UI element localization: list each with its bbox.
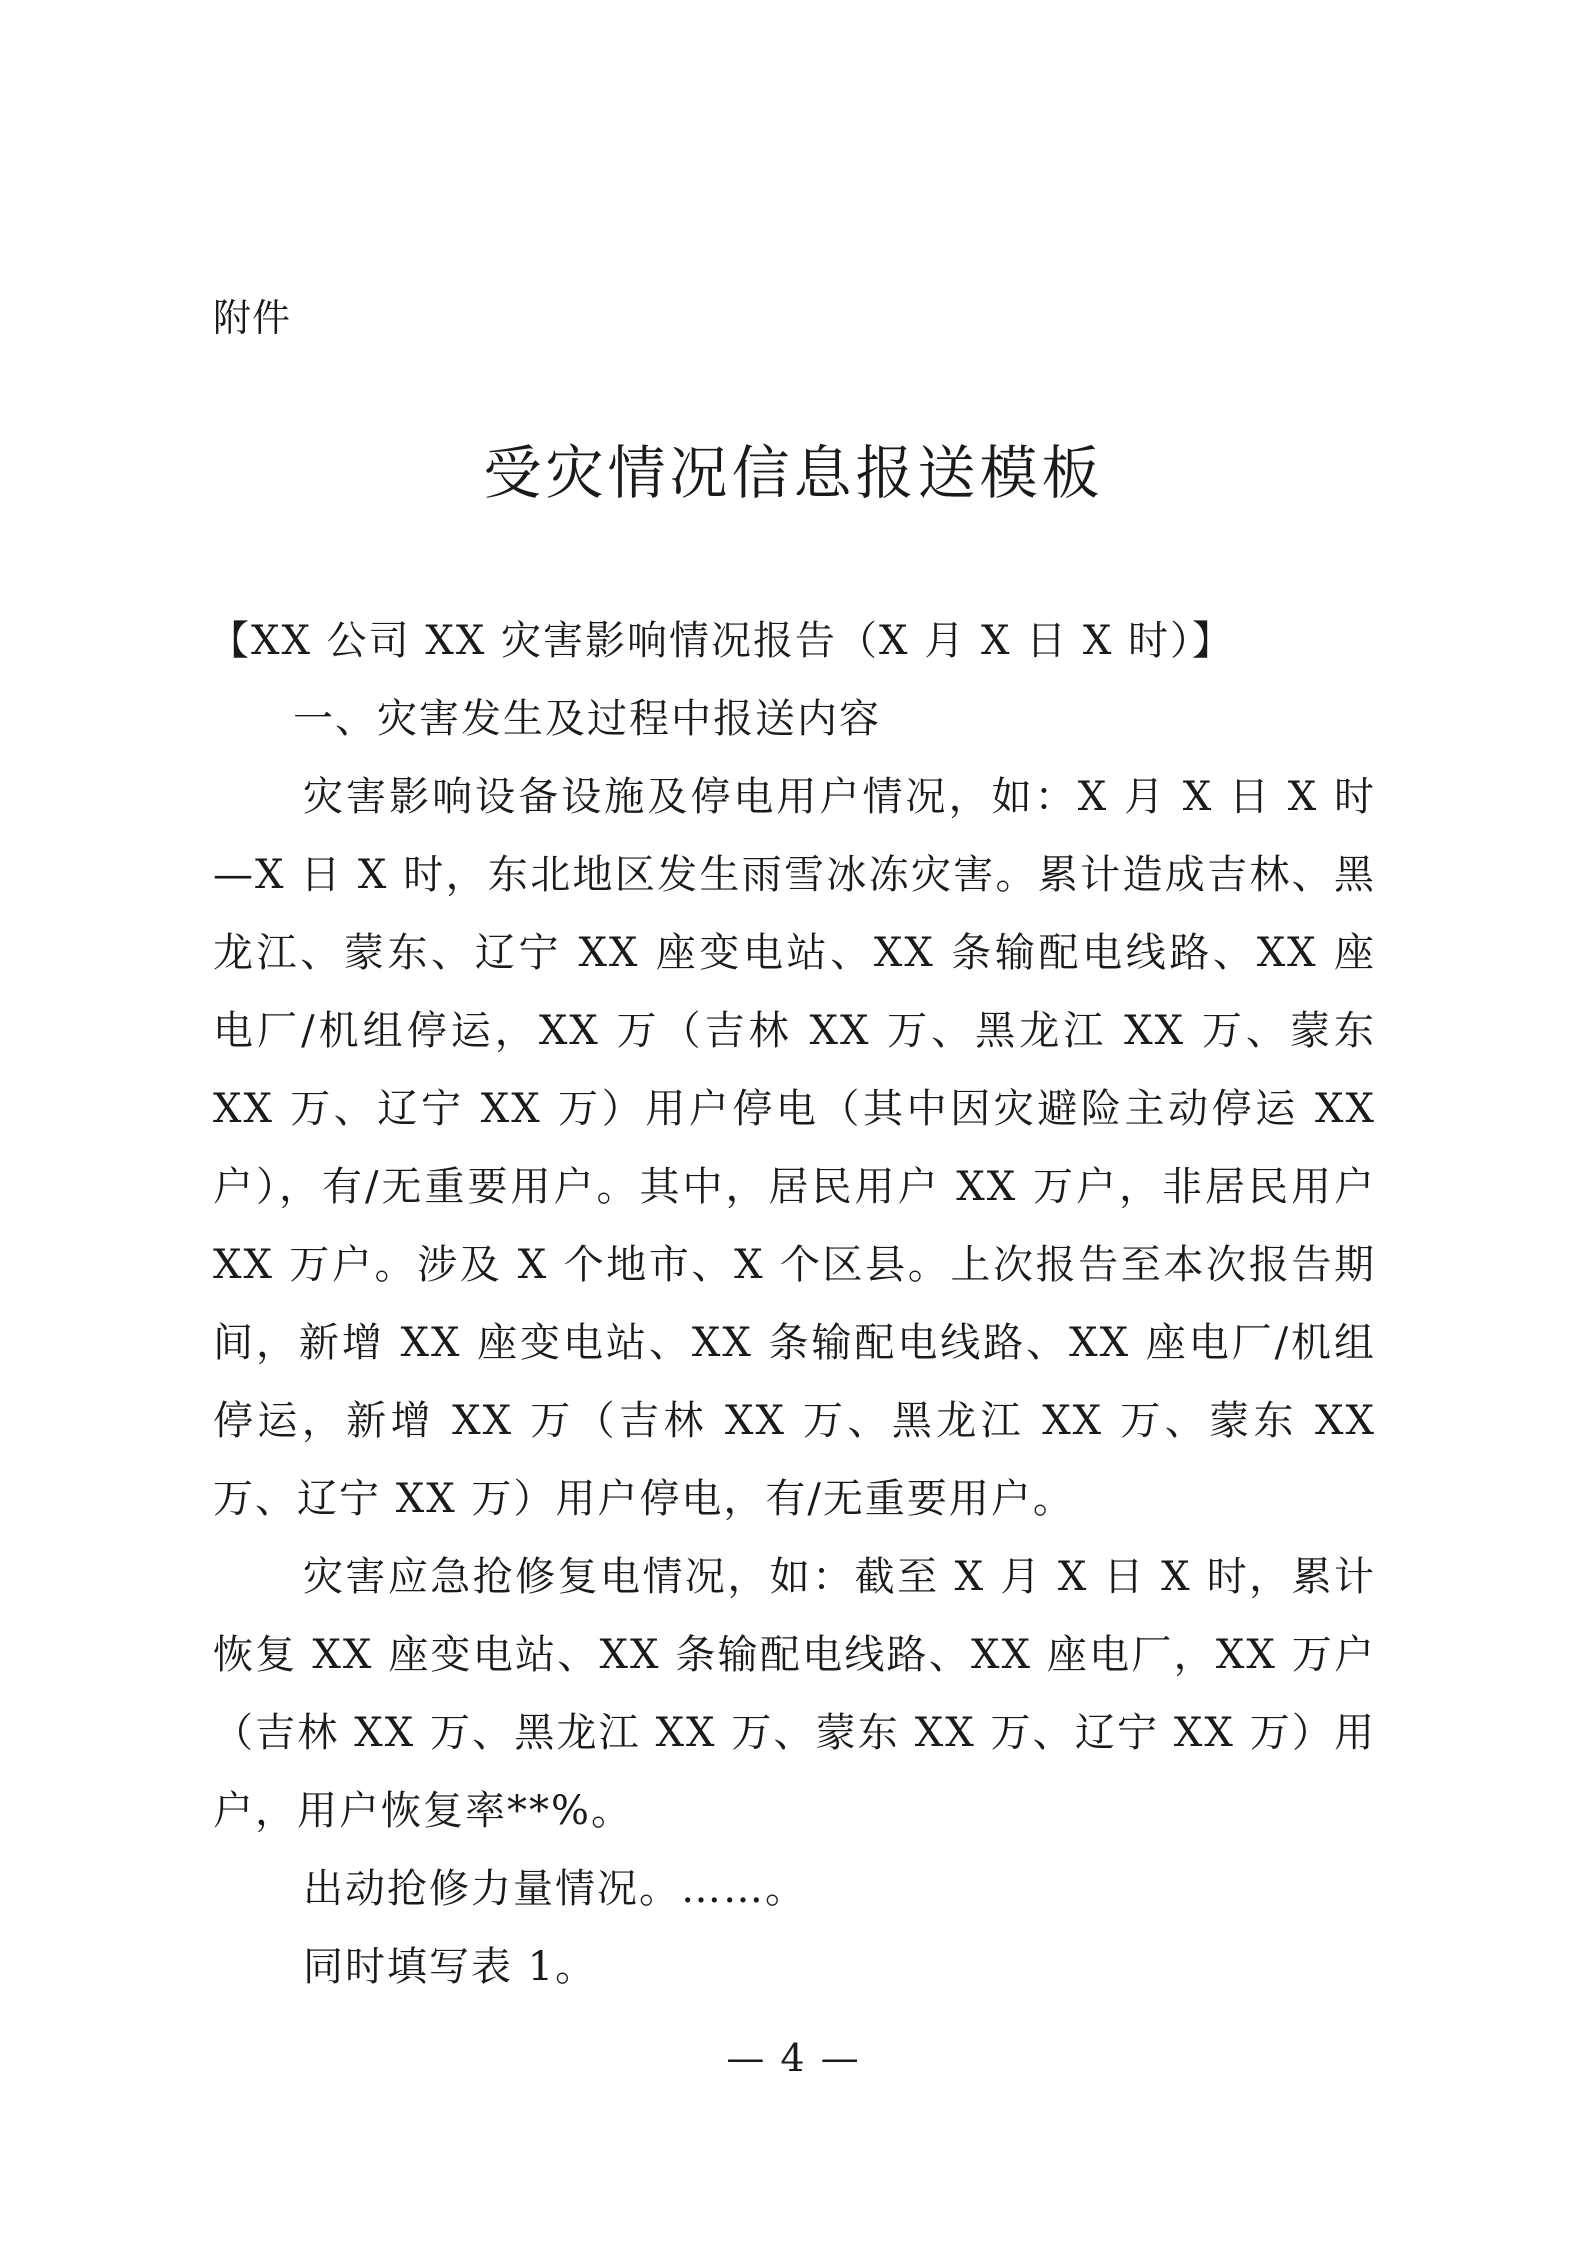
document-title: 受灾情况信息报送模板 — [483, 439, 1104, 507]
page-number: — 4 — — [726, 2036, 861, 2080]
document-body — [209, 602, 1376, 2006]
section-1-heading: 一、灾害发生及过程中报送内容 — [293, 696, 881, 742]
paragraph-fill-table: 同时填写表 1。 — [303, 1944, 598, 1990]
paragraph-restoration: 灾害应急抢修复电情况，如：截至 X 月 X 日 X 时，累计恢复 XX 座变电站、XX 条输配电线路、XX 座电厂，XX 万户（吉林 XX 万、黑龙江 XX 万、蒙东 XX 万、辽宁 XX 万）用户，用户恢复率**%。 — [213, 1554, 1376, 1834]
paragraph-impact: 灾害影响设备设施及停电用户情况，如：X 月 X 日 X 时—X 日 X 时，东北地区发生雨雪冰冻灾害。累计造成吉林、黑龙江、蒙东、辽宁 XX 座变电站、XX 条输配电线路、XX 座电厂/机组停运，XX 万（吉林 XX 万、黑龙江 XX 万、蒙东 XX 万、辽宁 XX 万）用户停电（其中因灾避险主动停运 XX 户），有/无重要用户。其中，居民用户 XX 万户，非居民用户 XX 万户。涉及 X 个地市、X 个区县。上次报告至本次报告期间，新增 XX 座变电站、XX 条输配电线路、XX 座电厂/机组停运，新增 XX 万（吉林 XX 万、黑龙江 XX 万、蒙东 XX 万、辽宁 XX 万）用户停电，有/无重要用户。 — [213, 774, 1376, 1522]
paragraph-repair-forces: 出动抢修力量情况。……。 — [303, 1866, 807, 1912]
attachment-label: 附件 — [213, 296, 292, 340]
report-title: 【XX 公司 XX 灾害影响情况报告（X 月 X 日 X 时）】 — [209, 618, 1235, 664]
